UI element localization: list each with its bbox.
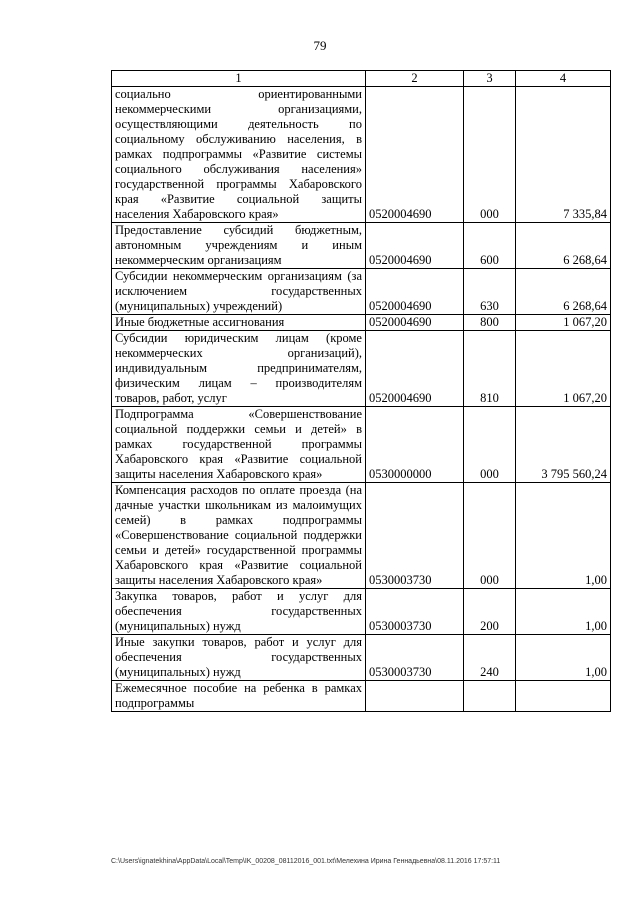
column-header-4: 4 <box>516 71 611 87</box>
table-header-row <box>112 71 611 87</box>
row-type: 000 <box>464 483 516 589</box>
row-name: Закупка товаров, работ и услуг для обеспечения государственных (муниципальных) нужд <box>112 589 366 635</box>
row-code <box>366 681 464 712</box>
row-type: 600 <box>464 223 516 269</box>
row-type: 000 <box>464 407 516 483</box>
table-row <box>112 407 611 483</box>
row-amount: 1,00 <box>516 635 611 681</box>
row-amount: 6 268,64 <box>516 223 611 269</box>
row-name: Ежемесячное пособие на ребенка в рамках подпрограммы <box>112 681 366 712</box>
row-code: 0520004690 <box>366 315 464 331</box>
row-amount: 1,00 <box>516 589 611 635</box>
table-row <box>112 269 611 315</box>
row-name: Подпрограмма «Совершенствование социальной поддержки семьи и детей» в рамках государственной программы Хабаровского края «Развитие социальной защиты населения Хабаровского края» <box>112 407 366 483</box>
row-code: 0530003730 <box>366 589 464 635</box>
row-name: Иные бюджетные ассигнования <box>112 315 366 331</box>
row-code: 0520004690 <box>366 331 464 407</box>
row-name: Субсидии некоммерческим организациям (за исключением государственных (муниципальных) учреждений) <box>112 269 366 315</box>
row-amount: 7 335,84 <box>516 87 611 223</box>
row-code: 0520004690 <box>366 269 464 315</box>
table-row <box>112 223 611 269</box>
row-name: Компенсация расходов по оплате проезда (на дачные участки школьникам из малоимущих семей) в рамках подпрограммы «Совершенствование социальной поддержки семьи и детей» государственной программы Хабаровского края «Развитие социальной защиты населения Хабаровского края» <box>112 483 366 589</box>
row-amount <box>516 681 611 712</box>
table-row <box>112 681 611 712</box>
row-code: 0520004690 <box>366 223 464 269</box>
row-name: Субсидии юридическим лицам (кроме некоммерческих организаций), индивидуальным предпринимателям, физическим лицам – производителям товаров, работ, услуг <box>112 331 366 407</box>
row-name: социально ориентированными некоммерческими организациями, осуществляющими деятельность по социальному обслуживанию населения, в рамках подпрограммы «Развитие системы социального обслуживания населения» государственной программы Хабаровского края «Развитие социальной защиты населения Хабаровского края» <box>112 87 366 223</box>
row-type: 240 <box>464 635 516 681</box>
row-name: Иные закупки товаров, работ и услуг для обеспечения государственных (муниципальных) нужд <box>112 635 366 681</box>
document-footer-path: C:\Users\ignatekhina\AppData\Local\Temp\IK_00208_08112016_001.txt\Мелехина Ирина Геннадьевна\08.11.2016 17:57:11 <box>111 858 501 865</box>
row-amount: 6 268,64 <box>516 269 611 315</box>
budget-table <box>111 70 611 712</box>
table-row <box>112 483 611 589</box>
table-row <box>112 589 611 635</box>
row-name: Предоставление субсидий бюджетным, автономным учреждениям и иным некоммерческим организациям <box>112 223 366 269</box>
row-type: 000 <box>464 87 516 223</box>
column-header-3: 3 <box>464 71 516 87</box>
row-code: 0520004690 <box>366 87 464 223</box>
table-row <box>112 331 611 407</box>
row-type: 200 <box>464 589 516 635</box>
column-header-1: 1 <box>112 71 366 87</box>
row-amount: 1 067,20 <box>516 331 611 407</box>
row-type: 810 <box>464 331 516 407</box>
column-header-2: 2 <box>366 71 464 87</box>
row-amount: 3 795 560,24 <box>516 407 611 483</box>
page-number: 79 <box>313 38 327 53</box>
row-code: 0530003730 <box>366 483 464 589</box>
row-code: 0530000000 <box>366 407 464 483</box>
row-type <box>464 681 516 712</box>
table-row <box>112 635 611 681</box>
table-row <box>112 87 611 223</box>
row-amount: 1 067,20 <box>516 315 611 331</box>
row-code: 0530003730 <box>366 635 464 681</box>
row-type: 800 <box>464 315 516 331</box>
row-amount: 1,00 <box>516 483 611 589</box>
table-row <box>112 315 611 331</box>
row-type: 630 <box>464 269 516 315</box>
